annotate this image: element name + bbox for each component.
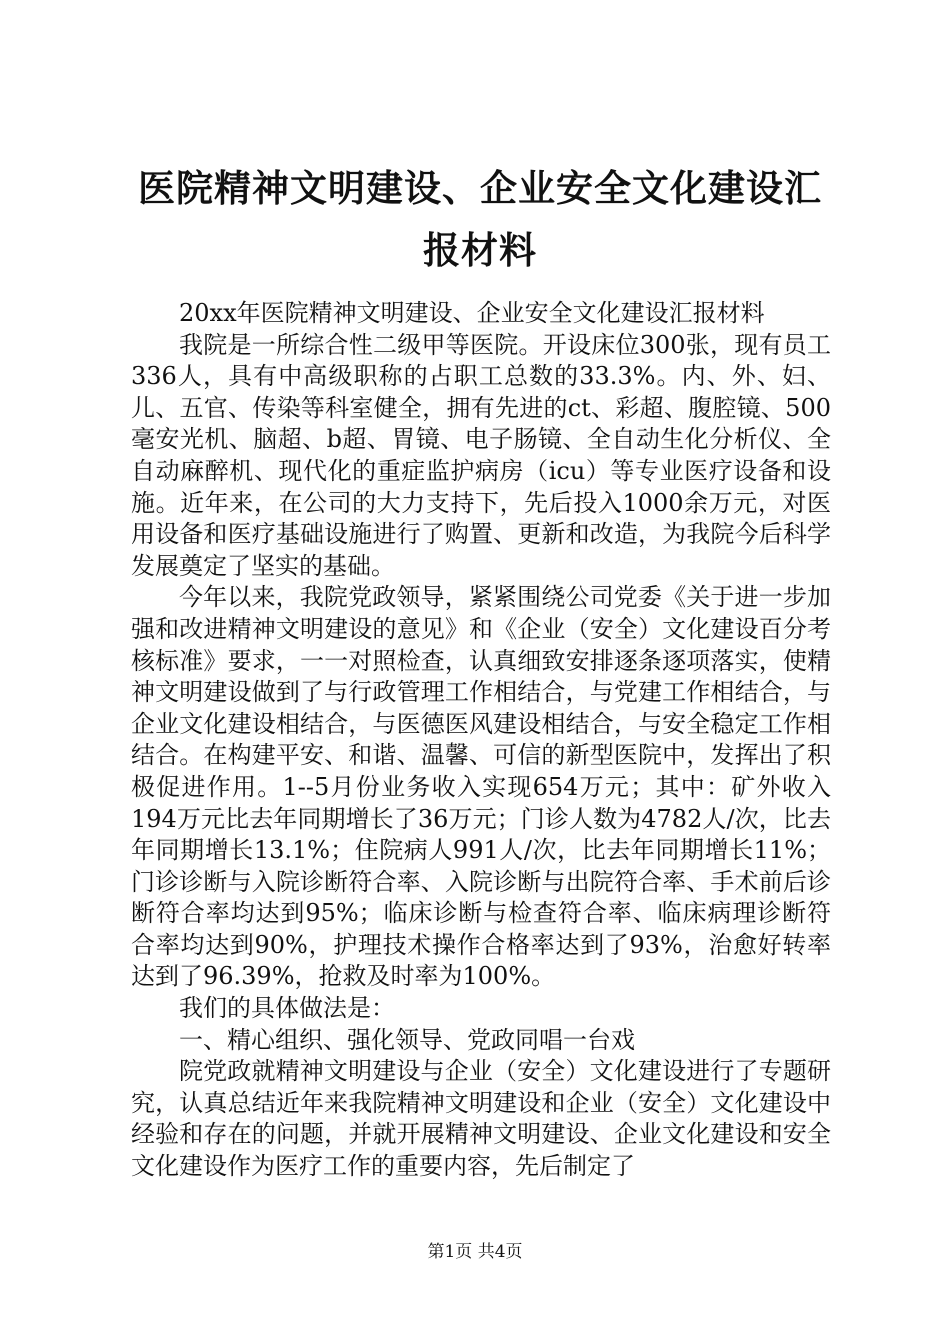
subtitle-paragraph: 20xx年医院精神文明建设、企业安全文化建设汇报材料 [179,299,765,327]
body-paragraph-section-1: 院党政就精神文明建设与企业（安全）文化建设进行了专题研究，认真总结近年来我院精神文明建设和企业（安全）文化建设中经验和存在的问题，并就开展精神文明建设、企业文化建设和安全文化建设作为医疗工作的重要内容，先后制定了 [131,1057,831,1181]
document-title: 医院精神文明建设、企业安全文化建设汇报材料 [138,167,822,272]
body-paragraph-progress: 今年以来，我院党政领导，紧紧围绕公司党委《关于进一步加强和改进精神文明建设的意见》和《企业（安全）文化建设百分考核标准》要求，一一对照检查，认真细致安排逐条逐项落实，使精神文明建设做到了与行政管理工作相结合，与党建工作相结合，与企业文化建设相结合，与医德医风建设相结合，与安全稳定工作相结合。在构建平安、和谐、温馨、可信的新型医院中，发挥出了积极促进作用。1--5月份业务收入实现654万元；其中：矿外收入194万元比去年同期增长了36万元；门诊人数为4782人/次，比去年同期增长13.1%；住院病人991人/次，比去年同期增长11%；门诊诊断与入院诊断符合率、入院诊断与出院符合率、手术前后诊断符合率均达到95%；临床诊断与检查符合率、临床病理诊断符合率均达到90%，护理技术操作合格率达到了93%，治愈好转率达到了96.39%，抢救及时率为100%。 [131,583,831,991]
body-paragraph-intro: 我院是一所综合性二级甲等医院。开设床位300张，现有员工336人，具有中高级职称的占职工总数的33.3%。内、外、妇、儿、五官、传染等科室健全，拥有先进的ct、彩超、腹腔镜、500毫安光机、脑超、b超、胃镜、电子肠镜、全自动生化分析仪、全自动麻醉机、现代化的重症监护病房（icu）等专业医疗设备和设施。近年来，在公司的大力支持下，先后投入1000余万元，对医用设备和医疗基础设施进行了购置、更新和改造，为我院今后科学发展奠定了坚实的基础。 [131,330,831,580]
document-body [131,298,831,1183]
section-heading-1: 一、精心组织、强化领导、党政同唱一台戏 [179,1025,635,1054]
body-paragraph-methods-lead: 我们的具体做法是： [179,994,395,1023]
page-footer: 第1页 共4页 [427,1242,523,1262]
